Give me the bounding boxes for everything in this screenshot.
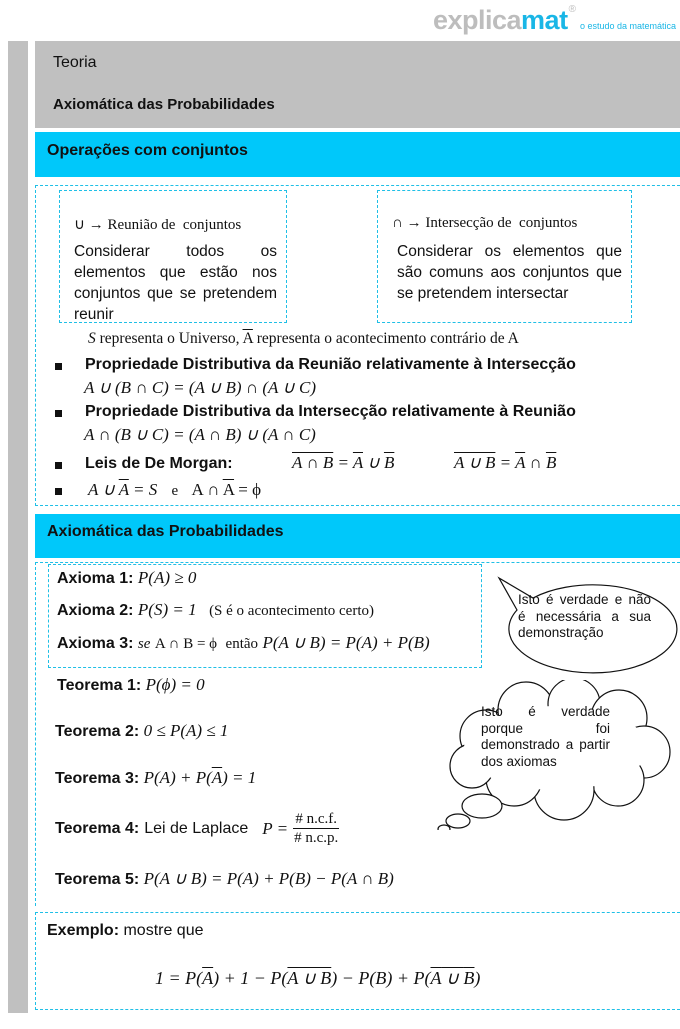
complement-text: representa o acontecimento contrário de A bbox=[252, 330, 519, 347]
axiom-formula: P(A ∪ B) = P(A) + P(B) bbox=[262, 633, 430, 652]
left-margin-bar bbox=[8, 41, 28, 1013]
bullet-icon bbox=[55, 488, 62, 495]
theorem-2 bbox=[55, 721, 228, 741]
theorem3-a: P(A) + P( bbox=[143, 768, 212, 787]
example-bar-3-a: A bbox=[430, 968, 442, 988]
thought-callout-text: Isto é verdade porque foi demonstrado a partir dos axiomas bbox=[481, 704, 610, 769]
intersection-box bbox=[377, 190, 632, 323]
complement-f2-bar: $\overline{A}$ bbox=[222, 480, 235, 499]
registered-mark: ® bbox=[568, 4, 576, 15]
section-title: Axiomática das Probabilidades bbox=[47, 523, 284, 540]
example-heading bbox=[47, 922, 204, 940]
complement-f2-a: A ∩ bbox=[191, 480, 223, 499]
theorem-formula bbox=[144, 768, 257, 787]
arrow-right-icon: → bbox=[88, 217, 104, 233]
axiom-1 bbox=[57, 568, 196, 588]
axiom-se: se bbox=[137, 636, 151, 652]
theorem-formula: 0 ≤ P(A) ≤ 1 bbox=[143, 721, 229, 740]
complement-f2-b: = ϕ bbox=[234, 480, 262, 499]
theorem-label: Teorema 2: bbox=[55, 723, 140, 740]
fraction-denominator: # n.c.p. bbox=[294, 830, 339, 846]
explicamat-logo bbox=[433, 2, 676, 36]
example-f-a: 1 = P( bbox=[155, 968, 203, 988]
axiom-2 bbox=[57, 600, 374, 620]
law2-op: ∩ bbox=[525, 453, 546, 472]
theorem-label: Teorema 1: bbox=[57, 677, 142, 694]
universe-symbol: S bbox=[88, 330, 96, 347]
complement-formulas bbox=[88, 480, 261, 500]
union-label: Reunião de conjuntos bbox=[107, 217, 242, 233]
fraction-numerator: # n.c.f. bbox=[295, 811, 337, 827]
theorem-3 bbox=[55, 768, 256, 788]
distributive-intersection-heading: Propriedade Distributiva da Intersecção relativamente à Reunião bbox=[85, 403, 576, 420]
example-bar-3-b: B bbox=[463, 968, 475, 988]
union-description: Considerar todos os elementos que estão nos conjuntos que se pretendem reunir bbox=[74, 243, 277, 323]
distributive-union-heading: Propriedade Distributiva da Reunião relativamente à Intersecção bbox=[85, 356, 576, 373]
logo-tagline: o estudo da matemática bbox=[579, 21, 676, 31]
complement-f1-bar: $\overline{A}$ bbox=[118, 480, 129, 499]
complement-symbol: $\overline{A}$ bbox=[242, 330, 253, 347]
complement-f1-a: A ∪ bbox=[88, 480, 119, 499]
example-f-c: ) − P(B) + P( bbox=[331, 968, 431, 988]
section-title: Operações com conjuntos bbox=[47, 142, 248, 159]
header-title: Teoria bbox=[53, 54, 97, 71]
intersection-label: Intersecção de conjuntos bbox=[425, 215, 578, 231]
logo-part1: explica bbox=[432, 5, 522, 35]
connector-e: e bbox=[171, 483, 179, 499]
axiom-condition: A ∩ B = ϕ bbox=[154, 636, 218, 652]
example-f-b: ) + 1 − P( bbox=[213, 968, 288, 988]
union-box bbox=[59, 190, 287, 323]
intersection-description: Considerar os elementos que são comuns aos conjuntos que se pretendem intersectar bbox=[397, 243, 622, 302]
bullet-icon bbox=[55, 410, 62, 417]
example-label: Exemplo: bbox=[47, 922, 120, 939]
theorem3-b: ) = 1 bbox=[222, 768, 257, 787]
example-bar-2: A ∪ B bbox=[287, 968, 332, 988]
de-morgan-law-2: A ∪ $B = \overline{A}$ ∩ $\overline{B}$ bbox=[454, 453, 557, 472]
law2-a: $\overline{A}$ bbox=[515, 453, 526, 472]
law1-left: A ∩ B bbox=[292, 453, 334, 472]
section-header-sets bbox=[35, 132, 680, 177]
arrow-right-icon: → bbox=[406, 215, 422, 231]
speech-callout-text: Isto é verdade e não é necessária a sua demonstração bbox=[518, 592, 651, 640]
axiom-label: Axioma 1: bbox=[57, 570, 134, 587]
axiom-formula: P(S) = 1 bbox=[137, 600, 197, 619]
theorem-name: Lei de Laplace bbox=[144, 819, 249, 837]
distributive-union-formula: A ∪ (B ∩ C) = (A ∪ B) ∩ (A ∪ C) bbox=[84, 378, 316, 397]
example-bar-3 bbox=[431, 968, 475, 988]
theorem-5 bbox=[55, 869, 394, 889]
axiom-label: Axioma 3: bbox=[57, 635, 134, 652]
example-bar-1: $\overline{A}$ bbox=[202, 968, 214, 988]
theorem3-bar: $\overline{A}$ bbox=[211, 768, 223, 787]
law2-left: A ∪ B bbox=[454, 453, 496, 472]
example-text: mostre que bbox=[119, 922, 204, 939]
example-f-d: ) bbox=[474, 968, 481, 988]
example-bar-3-op: ∪ bbox=[441, 968, 464, 988]
de-morgan-law-1: A ∩ $B = \overline{A}$ ∪ $\overline{B}$ bbox=[292, 453, 395, 472]
law1-b: $\overline{B}$ bbox=[383, 453, 395, 472]
law1-a: $\overline{A}$ bbox=[352, 453, 363, 472]
example-formula bbox=[155, 968, 480, 989]
theorem-formula: P(ϕ) = 0 bbox=[145, 675, 205, 694]
intersection-definition bbox=[392, 215, 577, 232]
bullet-icon bbox=[55, 462, 62, 469]
axiom-3 bbox=[57, 633, 430, 653]
laplace-fraction bbox=[292, 810, 340, 847]
header-box bbox=[35, 41, 680, 128]
intersection-icon: ∩ bbox=[392, 215, 403, 231]
distributive-intersection-formula: A ∩ (B ∪ C) = (A ∩ B) ∪ (A ∩ C) bbox=[84, 425, 316, 444]
section-header-axioms bbox=[35, 514, 680, 558]
axiom-label: Axioma 2: bbox=[57, 602, 134, 619]
bullet-icon bbox=[55, 363, 62, 370]
theorem-4 bbox=[55, 810, 340, 847]
theorem-1 bbox=[57, 675, 205, 695]
universe-text: representa o Universo, bbox=[95, 330, 243, 347]
union-definition bbox=[74, 215, 241, 234]
theorem-label: Teorema 3: bbox=[55, 770, 140, 787]
axiom-formula: P(A) ≥ 0 bbox=[137, 568, 197, 587]
union-icon: ∪ bbox=[74, 217, 85, 233]
law2-b: $\overline{B}$ bbox=[545, 453, 557, 472]
theorem-formula: P(A ∪ B) = P(A) + P(B) − P(A ∩ B) bbox=[143, 869, 394, 888]
header-subtitle: Axiomática das Probabilidades bbox=[53, 96, 275, 113]
axiom-entao: então bbox=[225, 636, 259, 652]
logo-part2: mat bbox=[521, 5, 568, 35]
universe-note bbox=[88, 330, 519, 348]
de-morgan-heading: Leis de De Morgan: bbox=[85, 455, 233, 472]
theorem-label: Teorema 4: bbox=[55, 819, 140, 837]
theorem-label: Teorema 5: bbox=[55, 871, 140, 888]
theorem-lhs: P = bbox=[262, 818, 289, 838]
law1-op: ∪ bbox=[363, 453, 384, 472]
axiom-note: (S é o acontecimento certo) bbox=[209, 603, 374, 619]
complement-f1-b: = S bbox=[128, 480, 158, 499]
